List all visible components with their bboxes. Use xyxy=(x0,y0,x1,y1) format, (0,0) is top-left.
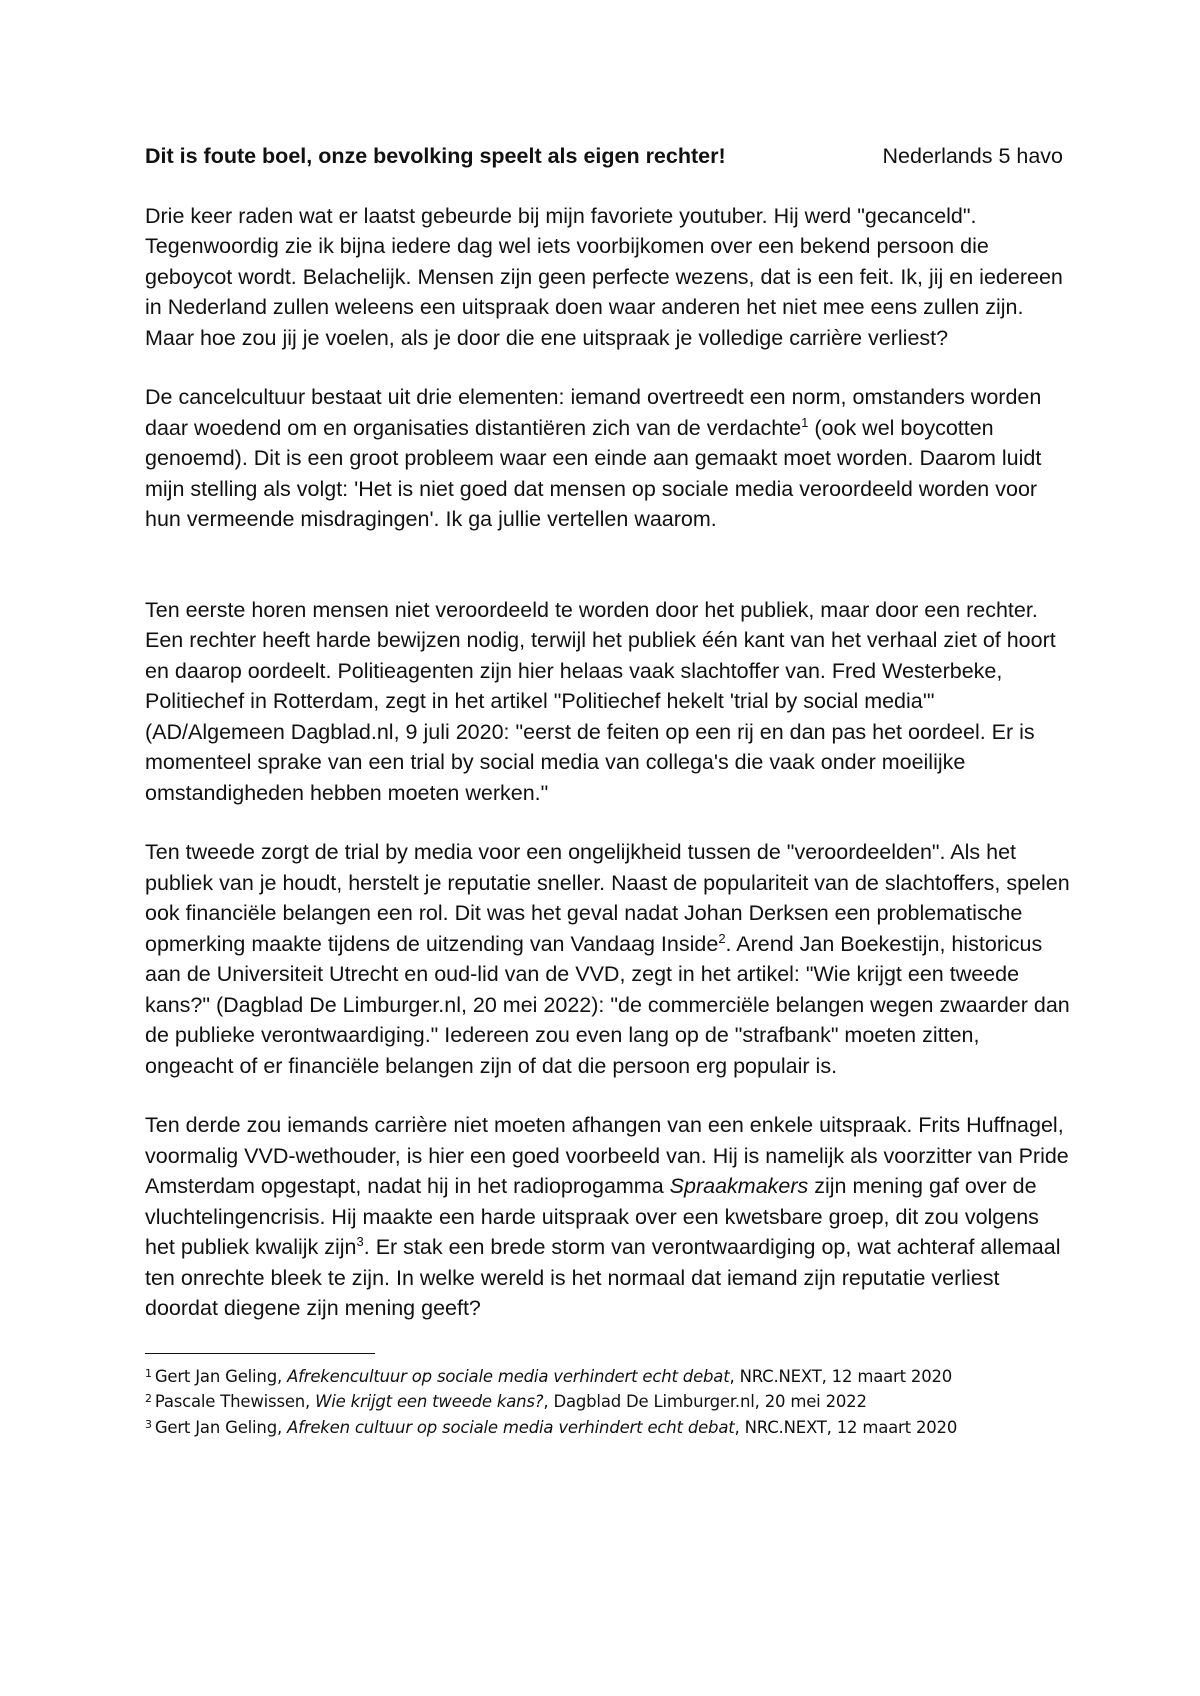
footnote-source: , NRC.NEXT, 12 maart 2020 xyxy=(729,1366,953,1386)
paragraph-text: . Er stak een brede storm van verontwaardiging op, wat achteraf allemaal ten onrechte bleek te zijn. In welke wereld is het normaal dat iemand zijn reputatie verliest doordat diegene zijn mening geeft? xyxy=(145,1235,1061,1320)
footnote-ref-2[interactable]: 2 xyxy=(718,930,726,946)
footnote-separator xyxy=(145,1353,375,1354)
paragraph-text: Drie keer raden wat er laatst gebeurde bij mijn favoriete youtuber. Hij werd "gecanceld". Tegenwoordig zie ik bijna iedere dag wel iets voorbijkomen over een bekend persoon die geboycot wordt. Belachelijk. Mensen zijn geen perfecte wezens, dat is een feit. Ik, jij en iedereen in Nederland zullen weleens een uitspraak doen waar anderen het niet mee eens zullen zijn. Maar hoe zou jij je voelen, als je door die ene uitspraak je volledige carrière verliest? xyxy=(145,203,1063,350)
paragraph-argument-1 xyxy=(145,595,1070,809)
program-title: Spraakmakers xyxy=(669,1174,809,1198)
paragraph-thesis xyxy=(145,382,1070,535)
essay-title: Dit is foute boel, onze bevolking speelt als eigen rechter! xyxy=(145,144,726,168)
course-label: Nederlands 5 havo xyxy=(882,144,1063,168)
footnote-3 xyxy=(145,1415,1070,1441)
footnote-2 xyxy=(145,1389,1070,1415)
paragraph-text: Ten tweede zorgt de trial by media voor een ongelijkheid tussen de "veroordeelden". Als het publiek van je houdt, herstelt je reputatie sneller. Naast de populariteit van de slachtoffers, spelen ook financiële belangen een rol. Dit was het geval nadat Johan Derksen een problematische opmerking maakte tijdens de uitzending van Vandaag Inside xyxy=(145,840,1070,956)
footnote-number: 2 xyxy=(145,1392,152,1405)
title-row xyxy=(145,141,1070,172)
paragraph-intro xyxy=(145,201,1070,354)
paragraph-text: Ten derde zou iemands carrière niet moeten afhangen van een enkele uitspraak. Frits Huffnagel, voormalig VVD-wethouder, is hier een goed voorbeeld van. Hij is namelijk als voorzitter van Pride Amsterdam opgestapt, nadat hij in het radioprogamma xyxy=(145,1113,1069,1198)
paragraph-text: Ten eerste horen mensen niet veroordeeld te worden door het publiek, maar door een rechter. Een rechter heeft harde bewijzen nodig, terwijl het publiek één kant van het verhaal ziet of hoort en daarop oordeelt. Politieagenten zijn hier helaas vaak slachtoffer van. Fred Westerbeke, Politiechef in Rotterdam, zegt in het artikel "Politiechef hekelt 'trial by social media'"(AD/Algemeen Dagblad.nl, 9 juli 2020: "eerst de feiten op een rij en dan pas het oordeel. Er is momenteel sprake van een trial by social media van collega's die vaak onder moeilijke omstandigheden hebben moeten werken." xyxy=(145,597,1056,805)
footnote-work: Wie krijgt een tweede kans? xyxy=(315,1392,544,1411)
paragraph-text: . Arend Jan Boekestijn, historicus aan de Universiteit Utrecht en oud-lid van de VVD, zegt in het artikel: "Wie krijgt een tweede kans?" (Dagblad De Limburger.nl, 20 mei 2022): "de commerciële belangen wegen zwaarder dan de publieke verontwaardiging." Iedereen zou even lang op de "strafbank" moeten zitten, ongeacht of er financiële belangen zijn of dat die persoon erg populair is. xyxy=(145,931,1070,1078)
footnote-work: Afreken cultuur op sociale media verhindert echt debat xyxy=(287,1417,735,1437)
footnote-author: Gert Jan Geling, xyxy=(154,1366,288,1386)
paragraph-text: (ook wel boycotten genoemd). Dit is een groot probleem waar een einde aan gemaakt moet worden. Daarom luidt mijn stelling als volgt: 'Het is niet goed dat mensen op sociale media veroordeeld worden voor hun vermeende misdragingen'. Ik ga jullie vertellen waarom. xyxy=(145,415,1042,531)
paragraph-argument-2 xyxy=(145,837,1070,1081)
footnote-ref-3[interactable]: 3 xyxy=(356,1234,364,1249)
document-body xyxy=(145,141,1070,1440)
footnote-author: Gert Jan Geling, xyxy=(154,1417,288,1437)
footnote-number: 1 xyxy=(145,1366,152,1380)
footnote-source: , NRC.NEXT, 12 maart 2020 xyxy=(734,1417,958,1437)
footnote-number: 3 xyxy=(145,1417,152,1431)
paragraph-text: De cancelcultuur bestaat uit drie elementen: iemand overtreedt een norm, omstanders worden daar woedend om en organisaties distantiëren zich van de verdachte xyxy=(145,385,1042,440)
footnote-1 xyxy=(145,1364,1070,1390)
footnote-ref-1[interactable]: 1 xyxy=(801,414,809,430)
paragraph-text: zijn mening gaf over de vluchtelingencrisis. Hij maakte een harde uitspraak over een kwetsbare groep, dit zou volgens het publiek kwalijk zijn xyxy=(145,1174,1039,1259)
footnote-work: Afrekencultuur op sociale media verhindert echt debat xyxy=(287,1366,730,1386)
footnote-author: Pascale Thewissen, xyxy=(154,1392,316,1411)
footnotes xyxy=(145,1364,1070,1441)
footnote-source: , Dagblad De Limburger.nl, 20 mei 2022 xyxy=(543,1392,867,1411)
paragraph-argument-3 xyxy=(145,1110,1070,1324)
